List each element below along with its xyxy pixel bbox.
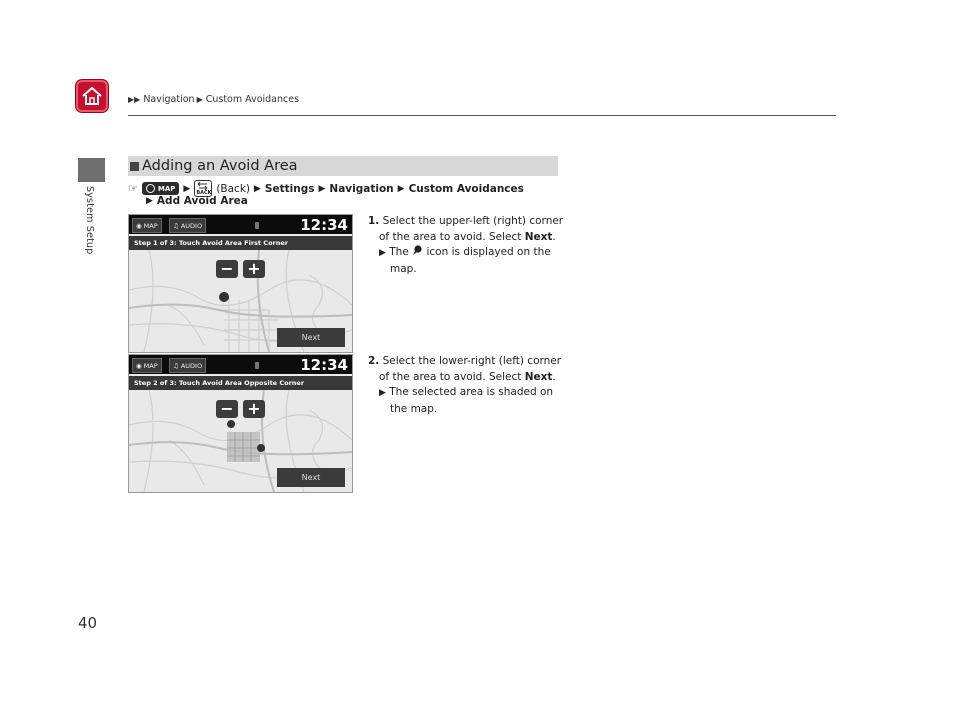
next-button[interactable]: Next (277, 468, 345, 487)
pin-icon (412, 245, 423, 256)
audio-button[interactable] (169, 218, 206, 233)
result-text: The (389, 246, 409, 258)
audio-note-icon: ♫ (173, 221, 179, 230)
zoom-in-button[interactable]: + (243, 260, 265, 278)
audio-button-label: AUDIO (180, 221, 203, 230)
breadcrumb (128, 94, 299, 105)
step-instruction: Step 1 of 3: Touch Avoid Area First Corner (129, 236, 353, 250)
section-title: Adding an Avoid Area (142, 158, 298, 174)
home-icon (80, 84, 104, 108)
arrow-right-icon: ▶ (183, 183, 191, 194)
map-button-label: MAP (143, 361, 158, 370)
menu-path-continued (146, 195, 248, 207)
step-number: 1. (368, 215, 380, 227)
home-button[interactable] (76, 80, 108, 112)
step-punct: . (552, 230, 556, 243)
result-text: icon is displayed on the (426, 246, 551, 258)
breadcrumb-item[interactable]: Navigation (143, 94, 195, 105)
header-divider (128, 115, 836, 116)
arrow-right-icon: ▶ (379, 248, 386, 258)
step-instruction: Step 2 of 3: Touch Avoid Area Opposite Corner (129, 376, 353, 390)
step-2 (368, 354, 561, 417)
arrow-right-icon: ▶ (379, 388, 386, 398)
chapter-marker (78, 158, 105, 182)
zoom-out-button[interactable]: − (216, 400, 238, 418)
arrow-right-icon: ▶ (196, 95, 203, 104)
zoom-in-button[interactable]: + (243, 400, 265, 418)
path-item: Custom Avoidances (408, 182, 524, 195)
clock: 12:34 (300, 356, 348, 374)
clock: 12:34 (300, 216, 348, 234)
back-text: (Back) (216, 182, 250, 195)
section-header (128, 156, 558, 176)
map-button-icon (142, 182, 180, 195)
audio-button[interactable] (169, 358, 206, 373)
path-item: Navigation (329, 182, 394, 195)
nav-icon: ◉ (136, 361, 142, 370)
square-bullet-icon (130, 162, 139, 171)
step-text: Select the upper-left (right) corner (382, 215, 564, 227)
zoom-out-button[interactable]: − (216, 260, 238, 278)
step-punct: . (552, 370, 556, 383)
step-text: of the area to avoid. Select (379, 230, 525, 243)
step-text: of the area to avoid. Select (379, 370, 525, 383)
map-button-label: MAP (143, 221, 158, 230)
step-bold: Next (524, 370, 553, 383)
audio-button-label: AUDIO (180, 361, 203, 370)
arrow-right-icon: ▶ (146, 196, 153, 206)
chapter-label: System Setup (84, 186, 95, 255)
path-item: Settings (264, 182, 315, 195)
nav-screen-1 (128, 214, 353, 353)
result-text: map. (390, 262, 417, 275)
result-text: the map. (390, 402, 438, 415)
nav-screen-2 (128, 354, 353, 493)
map-button[interactable] (132, 358, 162, 373)
signal-indicator (255, 362, 259, 369)
step-number: 2. (368, 355, 380, 367)
arrow-right-icon: ▶ (254, 183, 261, 194)
map-button-label: MAP (157, 184, 176, 193)
step-bold: Next (524, 230, 553, 243)
map-button[interactable] (132, 218, 162, 233)
back-button-label: BACK (196, 190, 212, 196)
audio-note-icon: ♫ (173, 361, 179, 370)
signal-indicator (255, 222, 259, 229)
next-button[interactable]: Next (277, 328, 345, 347)
arrow-right-icon: ▶ (397, 183, 405, 194)
breadcrumb-item[interactable]: Custom Avoidances (205, 94, 300, 105)
path-item: Add Avoid Area (156, 195, 248, 207)
page-number: 40 (78, 614, 98, 632)
step-text: Select the lower-right (left) corner (382, 355, 562, 367)
hand-icon: ☞ (128, 182, 138, 195)
avoid-area-shade (227, 432, 260, 462)
result-text: The selected area is shaded on (389, 386, 554, 398)
step-1 (368, 214, 563, 277)
nav-icon: ◉ (136, 221, 142, 230)
arrow-right-icon: ▶ (318, 183, 326, 194)
arrow-right-icon: ▶▶ (128, 95, 141, 104)
